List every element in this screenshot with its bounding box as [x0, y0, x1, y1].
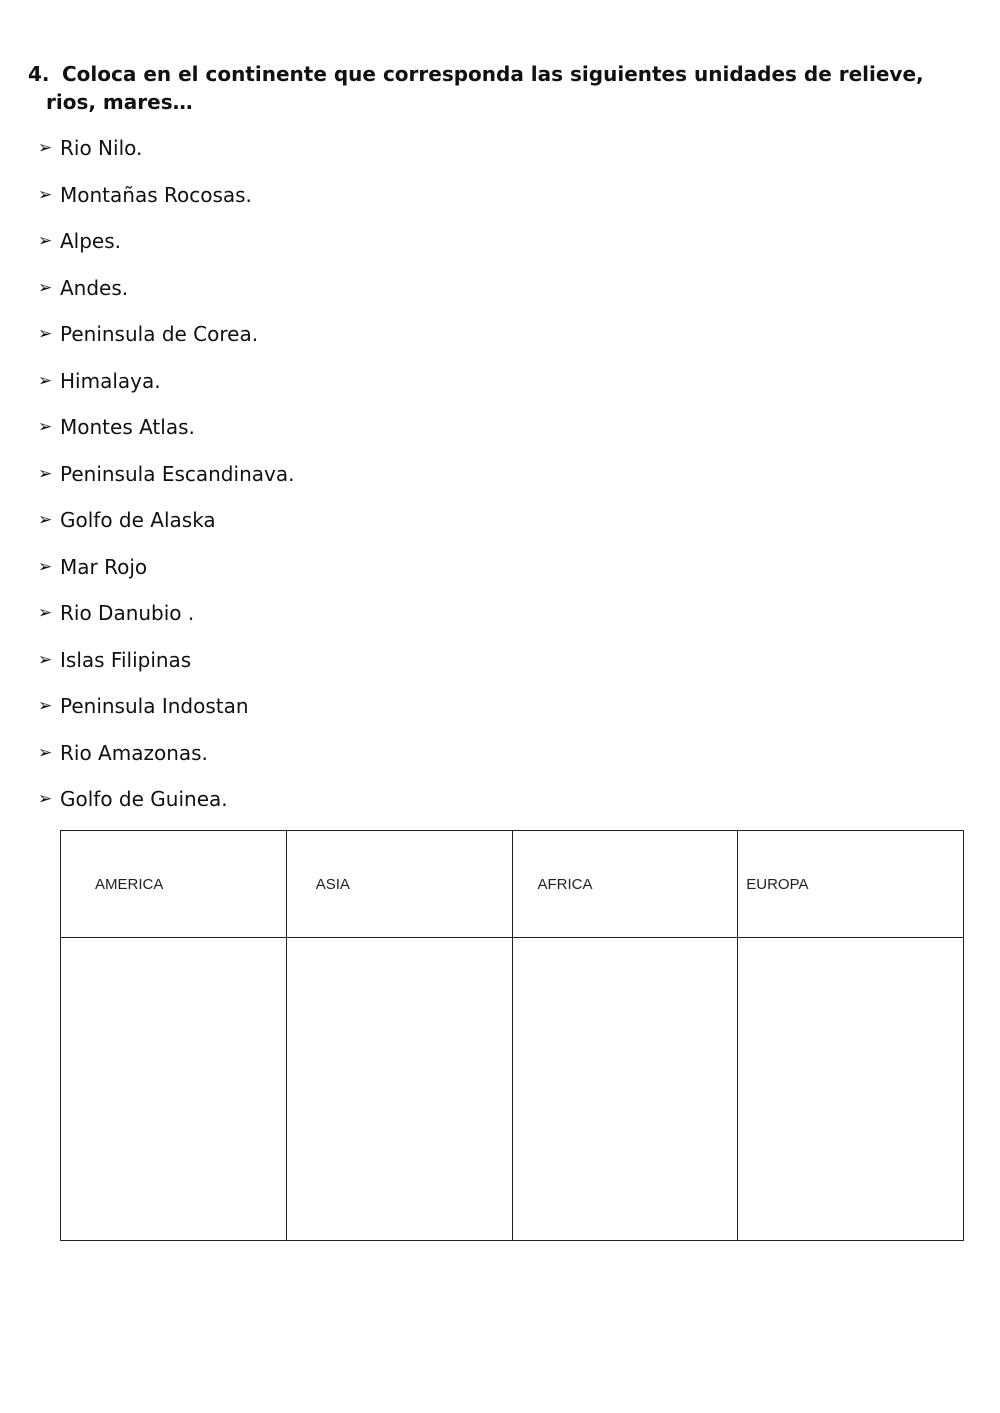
exercise-number: 4. — [28, 62, 50, 86]
relief-items-list — [38, 132, 294, 830]
list-item — [38, 597, 294, 644]
arrow-bullet-icon: ➢ — [38, 231, 53, 251]
list-item-label: Mar Rojo — [60, 554, 148, 579]
arrow-bullet-icon: ➢ — [38, 649, 53, 670]
list-item-label: Golfo de Alaska — [60, 508, 216, 532]
list-item-label: Golfo de Guinea. — [60, 787, 228, 811]
list-item — [38, 411, 294, 458]
answer-cell-america[interactable] — [61, 938, 287, 1241]
answer-cell-asia[interactable] — [286, 938, 512, 1241]
answer-cell-europa[interactable] — [738, 938, 964, 1241]
list-item — [38, 783, 294, 830]
list-item-label: Montañas Rocosas. — [60, 182, 252, 207]
list-item — [38, 690, 294, 737]
arrow-bullet-icon: ➢ — [38, 324, 53, 344]
header-cell-europa — [738, 831, 964, 938]
list-item-label: Alpes. — [60, 229, 122, 253]
list-item — [38, 179, 294, 226]
arrow-bullet-icon: ➢ — [38, 138, 53, 158]
header-label-america: AMERICA — [95, 875, 164, 893]
list-item-label: Rio Danubio . — [60, 601, 195, 625]
header-label-asia: ASIA — [315, 875, 350, 893]
list-item-label: Rio Amazonas. — [60, 740, 208, 765]
arrow-bullet-icon: ➢ — [38, 370, 53, 391]
arrow-bullet-icon: ➢ — [38, 556, 53, 577]
list-item — [38, 272, 294, 319]
arrow-bullet-icon: ➢ — [38, 417, 53, 437]
arrow-bullet-icon: ➢ — [38, 510, 53, 530]
continents-table — [60, 830, 964, 1241]
list-item — [38, 644, 294, 691]
table-header-row — [61, 831, 964, 938]
exercise-instruction-line2: rios, mares… — [46, 90, 193, 114]
list-item — [38, 318, 294, 365]
list-item-label: Himalaya. — [60, 368, 161, 393]
arrow-bullet-icon: ➢ — [38, 277, 53, 298]
list-item-label: Peninsula Indostan — [60, 694, 249, 718]
list-item-label: Islas Filipinas — [60, 647, 192, 672]
list-item-label: Montes Atlas. — [60, 415, 195, 439]
arrow-bullet-icon: ➢ — [38, 789, 53, 809]
list-item-label: Peninsula Escandinava. — [60, 461, 295, 486]
list-item-label: Peninsula de Corea. — [60, 322, 259, 346]
list-item — [38, 458, 294, 505]
list-item-label: Rio Nilo. — [60, 136, 143, 160]
header-label-africa: AFRICA — [537, 875, 593, 893]
answer-cell-africa[interactable] — [512, 938, 738, 1241]
list-item — [38, 365, 294, 412]
table-answer-row — [61, 938, 964, 1241]
list-item — [38, 551, 294, 598]
list-item — [38, 225, 294, 272]
list-item — [38, 737, 294, 784]
arrow-bullet-icon: ➢ — [38, 603, 53, 623]
arrow-bullet-icon: ➢ — [38, 463, 53, 484]
list-item — [38, 132, 294, 179]
arrow-bullet-icon: ➢ — [38, 184, 53, 205]
arrow-bullet-icon: ➢ — [38, 742, 53, 763]
header-cell-asia — [286, 831, 512, 938]
list-item — [38, 504, 294, 551]
header-cell-africa — [512, 831, 738, 938]
list-item-label: Andes. — [60, 275, 129, 300]
header-cell-america — [61, 831, 287, 938]
exercise-heading — [28, 60, 958, 116]
exercise-instruction-line1: Coloca en el continente que corresponda las siguientes unidades de relieve, — [62, 62, 924, 86]
arrow-bullet-icon: ➢ — [38, 696, 53, 716]
header-label-europa: EUROPA — [746, 875, 809, 893]
